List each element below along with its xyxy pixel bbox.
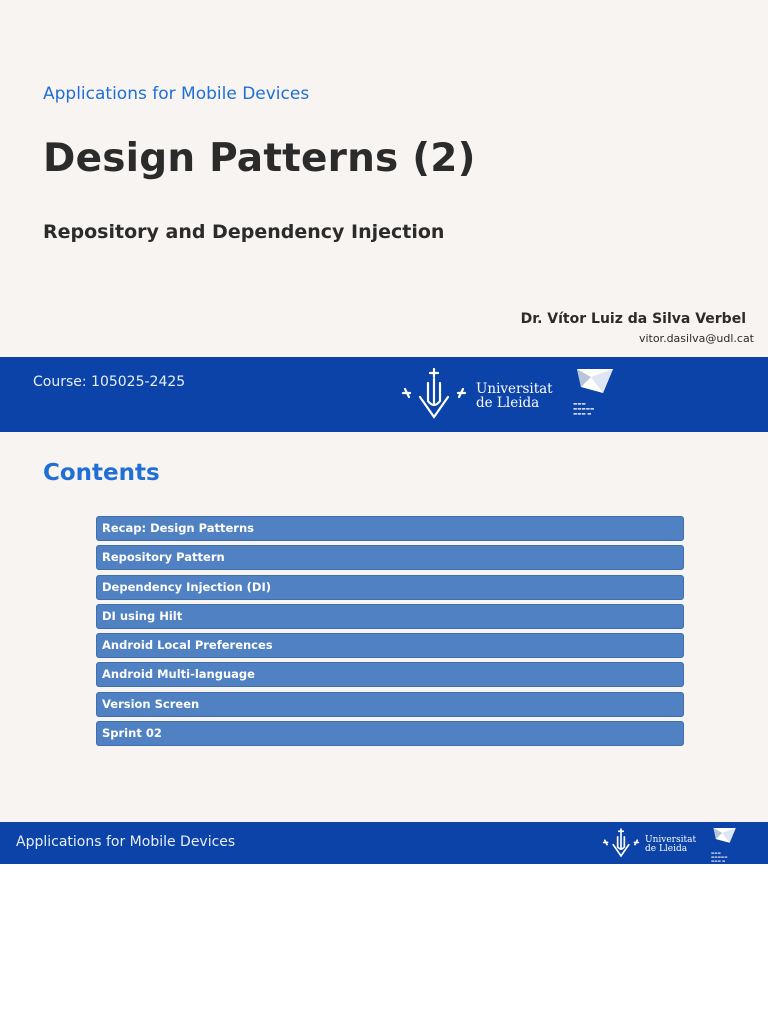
footer-university-line1: Universitat <box>645 834 697 845</box>
footer-campus-caption: ▬▬▬ ▬▬▬▬▬ ▬▬▬ ▬ <box>711 851 728 863</box>
title-band <box>0 357 768 432</box>
contents-item[interactable]: Android Multi-language <box>96 662 684 687</box>
udl-emblem-icon <box>602 826 640 864</box>
university-name-line2: de Lleida <box>476 395 540 411</box>
contents-list <box>96 516 684 750</box>
footer-course-name: Applications for Mobile Devices <box>16 834 236 850</box>
university-name <box>476 382 553 410</box>
course-name: Applications for Mobile Devices <box>43 84 310 104</box>
campus-caption: ▬▬▬ ▬▬▬▬▬ ▬▬▬ ▬ <box>573 402 595 417</box>
footer-university-name <box>645 836 696 855</box>
contents-item[interactable]: Recap: Design Patterns <box>96 516 684 541</box>
author-name: Dr. Vítor Luiz da Silva Verbel <box>520 311 746 327</box>
footer-university-logo <box>602 826 696 864</box>
footer-campus-logo <box>711 826 737 864</box>
university-name-line1: Universitat <box>476 380 553 397</box>
course-code: Course: 105025-2425 <box>33 374 186 390</box>
footer-band <box>0 822 768 864</box>
contents-item[interactable]: Version Screen <box>96 692 684 717</box>
campus-logo <box>573 367 615 418</box>
contents-item[interactable]: Android Local Preferences <box>96 633 684 658</box>
slide-subtitle: Repository and Dependency Injection <box>43 221 445 243</box>
contents-item[interactable]: Dependency Injection (DI) <box>96 575 684 600</box>
contents-item[interactable]: Sprint 02 <box>96 721 684 746</box>
contents-item[interactable]: DI using Hilt <box>96 604 684 629</box>
udl-emblem-icon <box>400 365 468 427</box>
author-email: vitor.dasilva@udl.cat <box>638 332 754 345</box>
contents-slide <box>0 432 768 864</box>
footer-university-line2: de Lleida <box>645 844 688 854</box>
campus-logo-icon <box>573 382 615 401</box>
contents-item[interactable]: Repository Pattern <box>96 545 684 570</box>
title-slide <box>0 0 768 432</box>
campus-logo-icon <box>711 831 737 850</box>
contents-heading: Contents <box>43 460 160 486</box>
slide-title: Design Patterns (2) <box>43 136 476 181</box>
university-logo <box>400 365 553 427</box>
